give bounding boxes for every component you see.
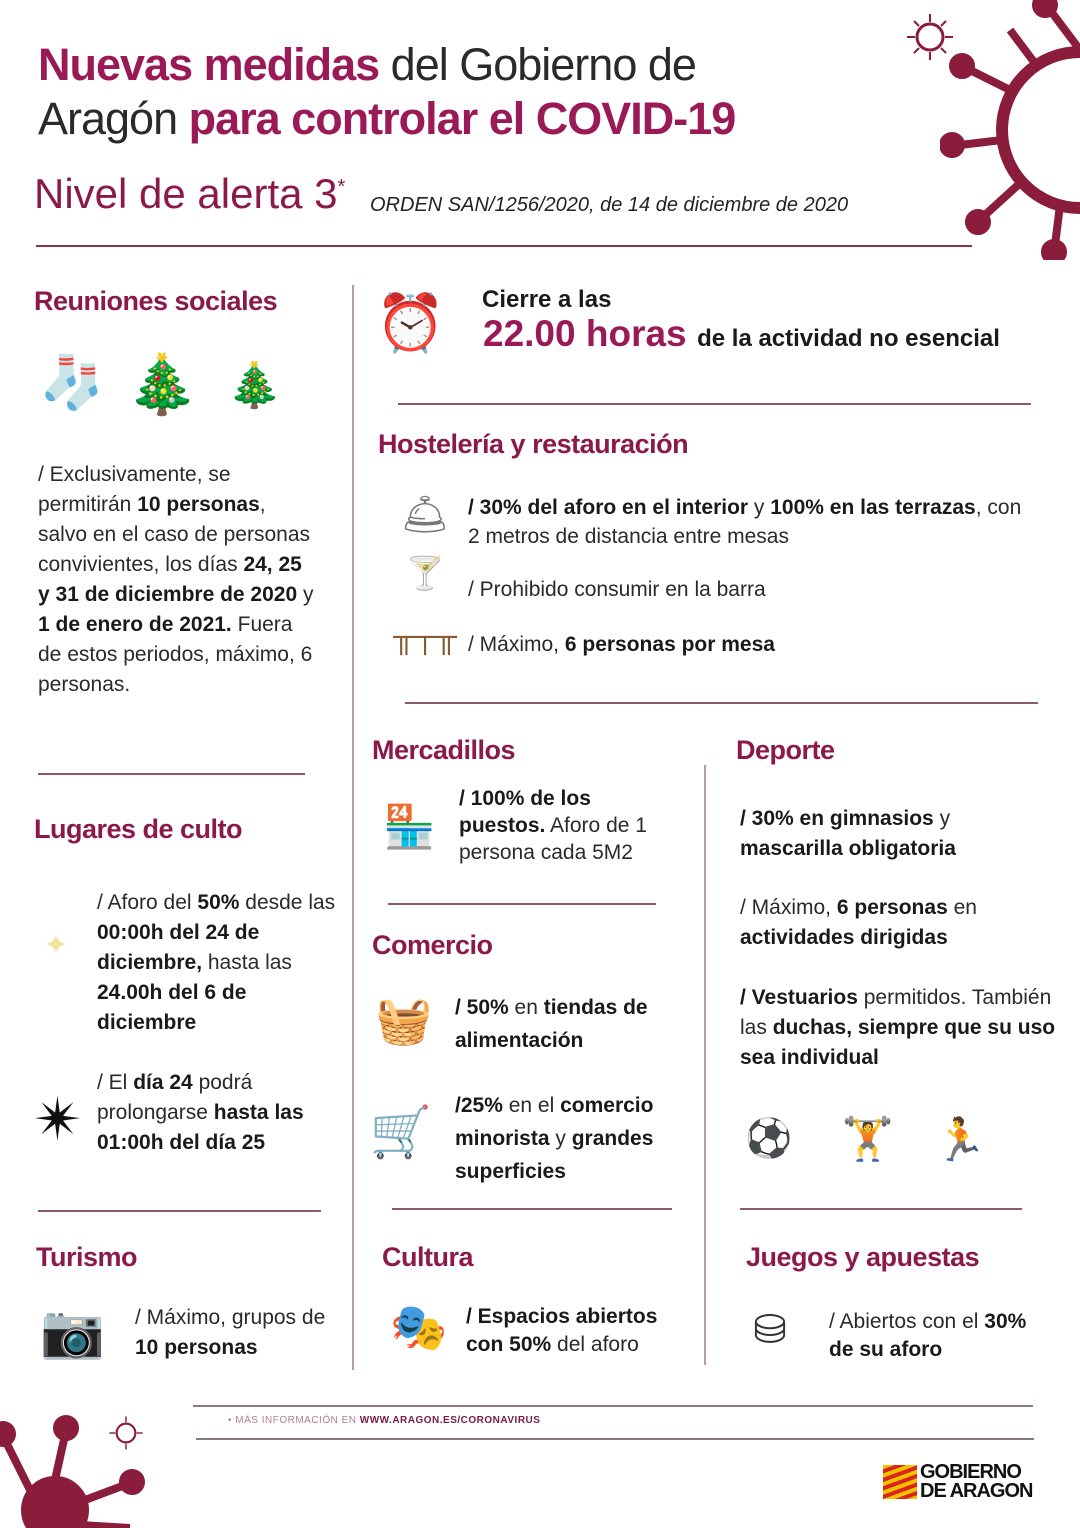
bold-text: grandes superficies: [455, 1127, 654, 1183]
text: / Aforo del: [97, 891, 198, 914]
camera-icon: 📷: [40, 1302, 105, 1361]
title-line-1: [38, 38, 735, 92]
cierre-rest: de la actividad no esencial: [697, 325, 1000, 352]
text: y: [933, 807, 951, 830]
bold-text: 6 personas: [836, 896, 948, 919]
text: / Máximo,: [468, 633, 565, 656]
casino-chips-icon: ⛁: [753, 1308, 787, 1352]
bold-text: 00:00h del 24 de diciembre,: [97, 921, 260, 974]
weightlifter-icon: 🏋: [841, 1115, 895, 1162]
bold-text: 10 personas: [137, 493, 260, 516]
text: y: [297, 583, 314, 606]
more-info: [228, 1415, 540, 1426]
stocking-icon: 🧦: [39, 354, 105, 412]
bold-text: comercio minorista: [455, 1094, 654, 1150]
cultura-heading: Cultura: [382, 1242, 473, 1272]
theater-masks-icon: 🎭: [390, 1301, 448, 1353]
deporte-heading: Deporte: [736, 735, 835, 765]
text: , salvo en el caso de personas convivientes, los días: [38, 493, 311, 576]
bold-text: hasta las 01:00h del día 25: [97, 1101, 304, 1154]
turismo-heading: Turismo: [36, 1242, 138, 1272]
reuniones-text: [38, 460, 318, 700]
bold-text: 50%: [197, 891, 240, 914]
bold-text: / 30% del aforo en el interior: [468, 496, 749, 519]
text: desde las: [239, 891, 336, 914]
cierre-time-value: 22.00 horas: [483, 313, 687, 354]
text: , con 2 metros de distancia entre mesas: [468, 496, 1022, 548]
text: del Gobierno de: [379, 39, 696, 90]
page-title: [38, 38, 735, 146]
bold-text: 6 personas por mesa: [564, 633, 775, 656]
mercadillos-text: [459, 785, 674, 866]
cloche-icon: 🛎: [400, 494, 450, 536]
deporte-item-2: [740, 893, 1040, 953]
bold-text: 1 de enero de 2021.: [38, 613, 232, 636]
bold-text: / Vestuarios: [740, 986, 858, 1009]
bold-text: actividades dirigidas: [740, 926, 948, 949]
juegos-heading: Juegos y apuestas: [746, 1242, 980, 1272]
deporte-item-3: [740, 983, 1060, 1073]
hosteleria-heading: Hostelería y restauración: [378, 429, 689, 459]
cocktail-icon: 🍸: [405, 554, 445, 591]
text: / El: [97, 1071, 134, 1094]
divider: [405, 702, 1038, 704]
title-line-2: [38, 92, 735, 146]
text: Aragón: [38, 93, 189, 144]
hosteleria-item-3: [468, 630, 775, 660]
aragon-flag-icon: [883, 1465, 917, 1499]
text: y: [549, 1127, 572, 1150]
bold-text: tiendas de alimentación: [455, 996, 648, 1052]
orden-reference: ORDEN SAN/1256/2020, de 14 de diciembre de 2020: [370, 194, 849, 216]
bold-text: para controlar el COVID-19: [188, 93, 736, 144]
alert-asterisk: *: [337, 176, 346, 198]
text: y: [748, 496, 771, 519]
bold-text: 24.00h del 6 de diciembre: [97, 981, 247, 1034]
bold-text: / 50%: [455, 996, 509, 1019]
column-divider-right: [704, 765, 706, 1365]
reuniones-heading: Reuniones sociales: [34, 286, 278, 316]
alert-level-text: Nivel de alerta 3: [34, 170, 338, 217]
bold-text: / 100% de los puestos.: [459, 787, 591, 837]
bold-text: mascarilla obligatoria: [740, 837, 956, 860]
text: del aforo: [551, 1333, 639, 1356]
header-divider: [36, 245, 972, 247]
more-info-label: • MÁS INFORMACIÓN EN: [228, 1415, 360, 1426]
comercio-heading: Comercio: [372, 930, 493, 960]
text: en: [947, 896, 977, 919]
food-basket-icon: 🧺: [375, 993, 433, 1046]
divider: [38, 773, 305, 775]
text: podrá prolongarse: [97, 1071, 253, 1124]
small-virus-bottom-icon: [108, 1415, 144, 1451]
text: / Abiertos con el: [829, 1310, 985, 1333]
divider: [740, 1208, 1022, 1210]
footer-divider-bottom: [196, 1438, 1034, 1440]
cierre-time: [483, 313, 1000, 355]
bold-text: /25%: [455, 1094, 503, 1117]
cultura-text: [466, 1303, 696, 1359]
ornaments-icon: 🎄: [227, 361, 282, 410]
divider: [38, 1210, 321, 1212]
christmas-tree-icon: 🎄: [126, 352, 199, 417]
divider: [392, 1208, 672, 1210]
small-virus-top-icon: [905, 12, 955, 62]
text: en el: [502, 1094, 561, 1117]
bold-text: día 24: [133, 1071, 193, 1094]
alert-level: [34, 170, 345, 218]
logo-line-2: DE ARAGON: [920, 1480, 1033, 1502]
text: / Máximo,: [740, 896, 837, 919]
bold-text: 10 personas: [135, 1336, 258, 1359]
text: permitidos. También las: [740, 986, 1052, 1039]
soccer-ball-icon: ⚽: [745, 1118, 793, 1160]
footer-divider-top: [193, 1405, 1033, 1407]
divider: [388, 903, 656, 905]
comercio-item-2: [455, 1089, 695, 1188]
divider: [398, 403, 1031, 405]
star-icon: ✴: [32, 1086, 84, 1153]
culto-item-1: [97, 888, 347, 1038]
turismo-text: [135, 1303, 335, 1363]
text: / Máximo, grupos de: [135, 1306, 326, 1329]
bold-text: / 30% en gimnasios: [740, 807, 934, 830]
logo-line-1: GOBIERNO: [920, 1461, 1021, 1483]
text: / Prohibido consumir en la barra: [468, 578, 766, 601]
more-info-link[interactable]: WWW.ARAGON.ES/CORONAVIRUS: [359, 1415, 541, 1426]
culto-heading: Lugares de culto: [34, 814, 243, 844]
bold-text: 100% en las terrazas: [770, 496, 976, 519]
text: hasta las: [202, 951, 292, 974]
bold-text: 24, 25 y 31 de diciembre de 2020: [38, 553, 302, 606]
bold-text: Nuevas medidas: [38, 39, 380, 90]
comercio-item-1: [455, 991, 690, 1057]
shopping-cart-icon: 🛒: [369, 1104, 433, 1160]
mercadillos-heading: Mercadillos: [372, 735, 516, 765]
hosteleria-item-2: [468, 575, 766, 605]
text: Fuera de estos periodos, máximo, 6 personas.: [38, 613, 313, 696]
bold-text: duchas, siempre que su uso sea individual: [740, 1016, 1056, 1069]
text: / Exclusivamente, se permitirán: [38, 463, 231, 516]
deporte-item-1: [740, 804, 1040, 864]
table-chairs-icon: ╥┬╥: [393, 620, 457, 653]
text: en: [508, 996, 544, 1019]
bold-text: 30% de su aforo: [829, 1310, 1027, 1361]
alarm-clock-icon: ⏰: [375, 290, 446, 354]
culto-item-2: [97, 1068, 337, 1158]
juegos-text: [829, 1308, 1029, 1364]
hosteleria-item-1: [468, 493, 1038, 551]
sparkle-icon: ✦: [43, 928, 69, 962]
market-stall-icon: 🏪: [383, 803, 436, 850]
column-divider-left: [352, 285, 354, 1370]
virus-decoration-top-right-icon: [940, 0, 1080, 260]
cierre-line1: Cierre a las: [482, 286, 612, 313]
gobierno-aragon-logo: [883, 1463, 1032, 1501]
runner-icon: 🏃: [934, 1115, 987, 1163]
bold-text: / Espacios abiertos con 50%: [466, 1305, 658, 1356]
text: Aforo de 1 persona cada 5M2: [459, 814, 647, 864]
